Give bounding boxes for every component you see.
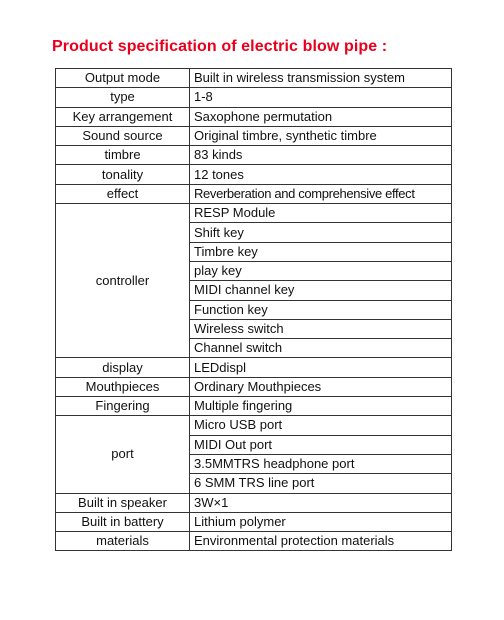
spec-value-timbre: 83 kinds xyxy=(190,146,452,165)
spec-label-type: type xyxy=(56,88,190,107)
spec-value-materials: Environmental protection materials xyxy=(190,532,452,551)
spec-value-controller-wireless-switch: Wireless switch xyxy=(190,319,452,338)
table-row xyxy=(56,532,452,551)
spec-value-controller-shift-key: Shift key xyxy=(190,223,452,242)
table-row xyxy=(56,204,452,223)
table-row xyxy=(56,146,452,165)
spec-value-key-arrangement: Saxophone permutation xyxy=(190,107,452,126)
spec-value-port-line: 6 SMM TRS line port xyxy=(190,474,452,493)
spec-value-display: LEDdispl xyxy=(190,358,452,377)
spec-label-materials: materials xyxy=(56,532,190,551)
table-row xyxy=(56,88,452,107)
spec-value-output-mode: Built in wireless transmission system xyxy=(190,69,452,88)
table-row xyxy=(56,416,452,435)
spec-label-battery: Built in battery xyxy=(56,512,190,531)
spec-table xyxy=(55,68,452,551)
spec-value-controller-channel-switch: Channel switch xyxy=(190,339,452,358)
spec-value-battery: Lithium polymer xyxy=(190,512,452,531)
spec-value-port-midi-out: MIDI Out port xyxy=(190,435,452,454)
spec-label-controller: controller xyxy=(56,204,190,358)
spec-value-sound-source: Original timbre, synthetic timbre xyxy=(190,126,452,145)
table-row xyxy=(56,358,452,377)
spec-value-mouthpieces: Ordinary Mouthpieces xyxy=(190,377,452,396)
table-row xyxy=(56,165,452,184)
spec-label-display: display xyxy=(56,358,190,377)
table-row xyxy=(56,69,452,88)
table-row xyxy=(56,107,452,126)
page-title: Product specification of electric blow pipe : xyxy=(52,38,388,55)
spec-value-port-headphone: 3.5MMTRS headphone port xyxy=(190,454,452,473)
spec-value-controller-midi-channel-key: MIDI channel key xyxy=(190,281,452,300)
table-row xyxy=(56,126,452,145)
spec-label-effect: effect xyxy=(56,184,190,203)
spec-value-fingering: Multiple fingering xyxy=(190,397,452,416)
spec-value-type: 1-8 xyxy=(190,88,452,107)
spec-value-effect: Reverberation and comprehensive effect xyxy=(190,184,452,203)
spec-value-controller-function-key: Function key xyxy=(190,300,452,319)
spec-label-port: port xyxy=(56,416,190,493)
table-row xyxy=(56,377,452,396)
table-row xyxy=(56,512,452,531)
table-row xyxy=(56,184,452,203)
spec-value-controller-play-key: play key xyxy=(190,261,452,280)
spec-label-output-mode: Output mode xyxy=(56,69,190,88)
spec-value-controller-timbre-key: Timbre key xyxy=(190,242,452,261)
spec-label-tonality: tonality xyxy=(56,165,190,184)
spec-value-port-micro-usb: Micro USB port xyxy=(190,416,452,435)
spec-value-tonality: 12 tones xyxy=(190,165,452,184)
spec-label-key-arrangement: Key arrangement xyxy=(56,107,190,126)
spec-value-controller-resp-module: RESP Module xyxy=(190,204,452,223)
spec-value-speaker: 3W×1 xyxy=(190,493,452,512)
table-row xyxy=(56,397,452,416)
table-row xyxy=(56,493,452,512)
spec-label-timbre: timbre xyxy=(56,146,190,165)
spec-label-sound-source: Sound source xyxy=(56,126,190,145)
spec-label-fingering: Fingering xyxy=(56,397,190,416)
spec-label-speaker: Built in speaker xyxy=(56,493,190,512)
spec-label-mouthpieces: Mouthpieces xyxy=(56,377,190,396)
